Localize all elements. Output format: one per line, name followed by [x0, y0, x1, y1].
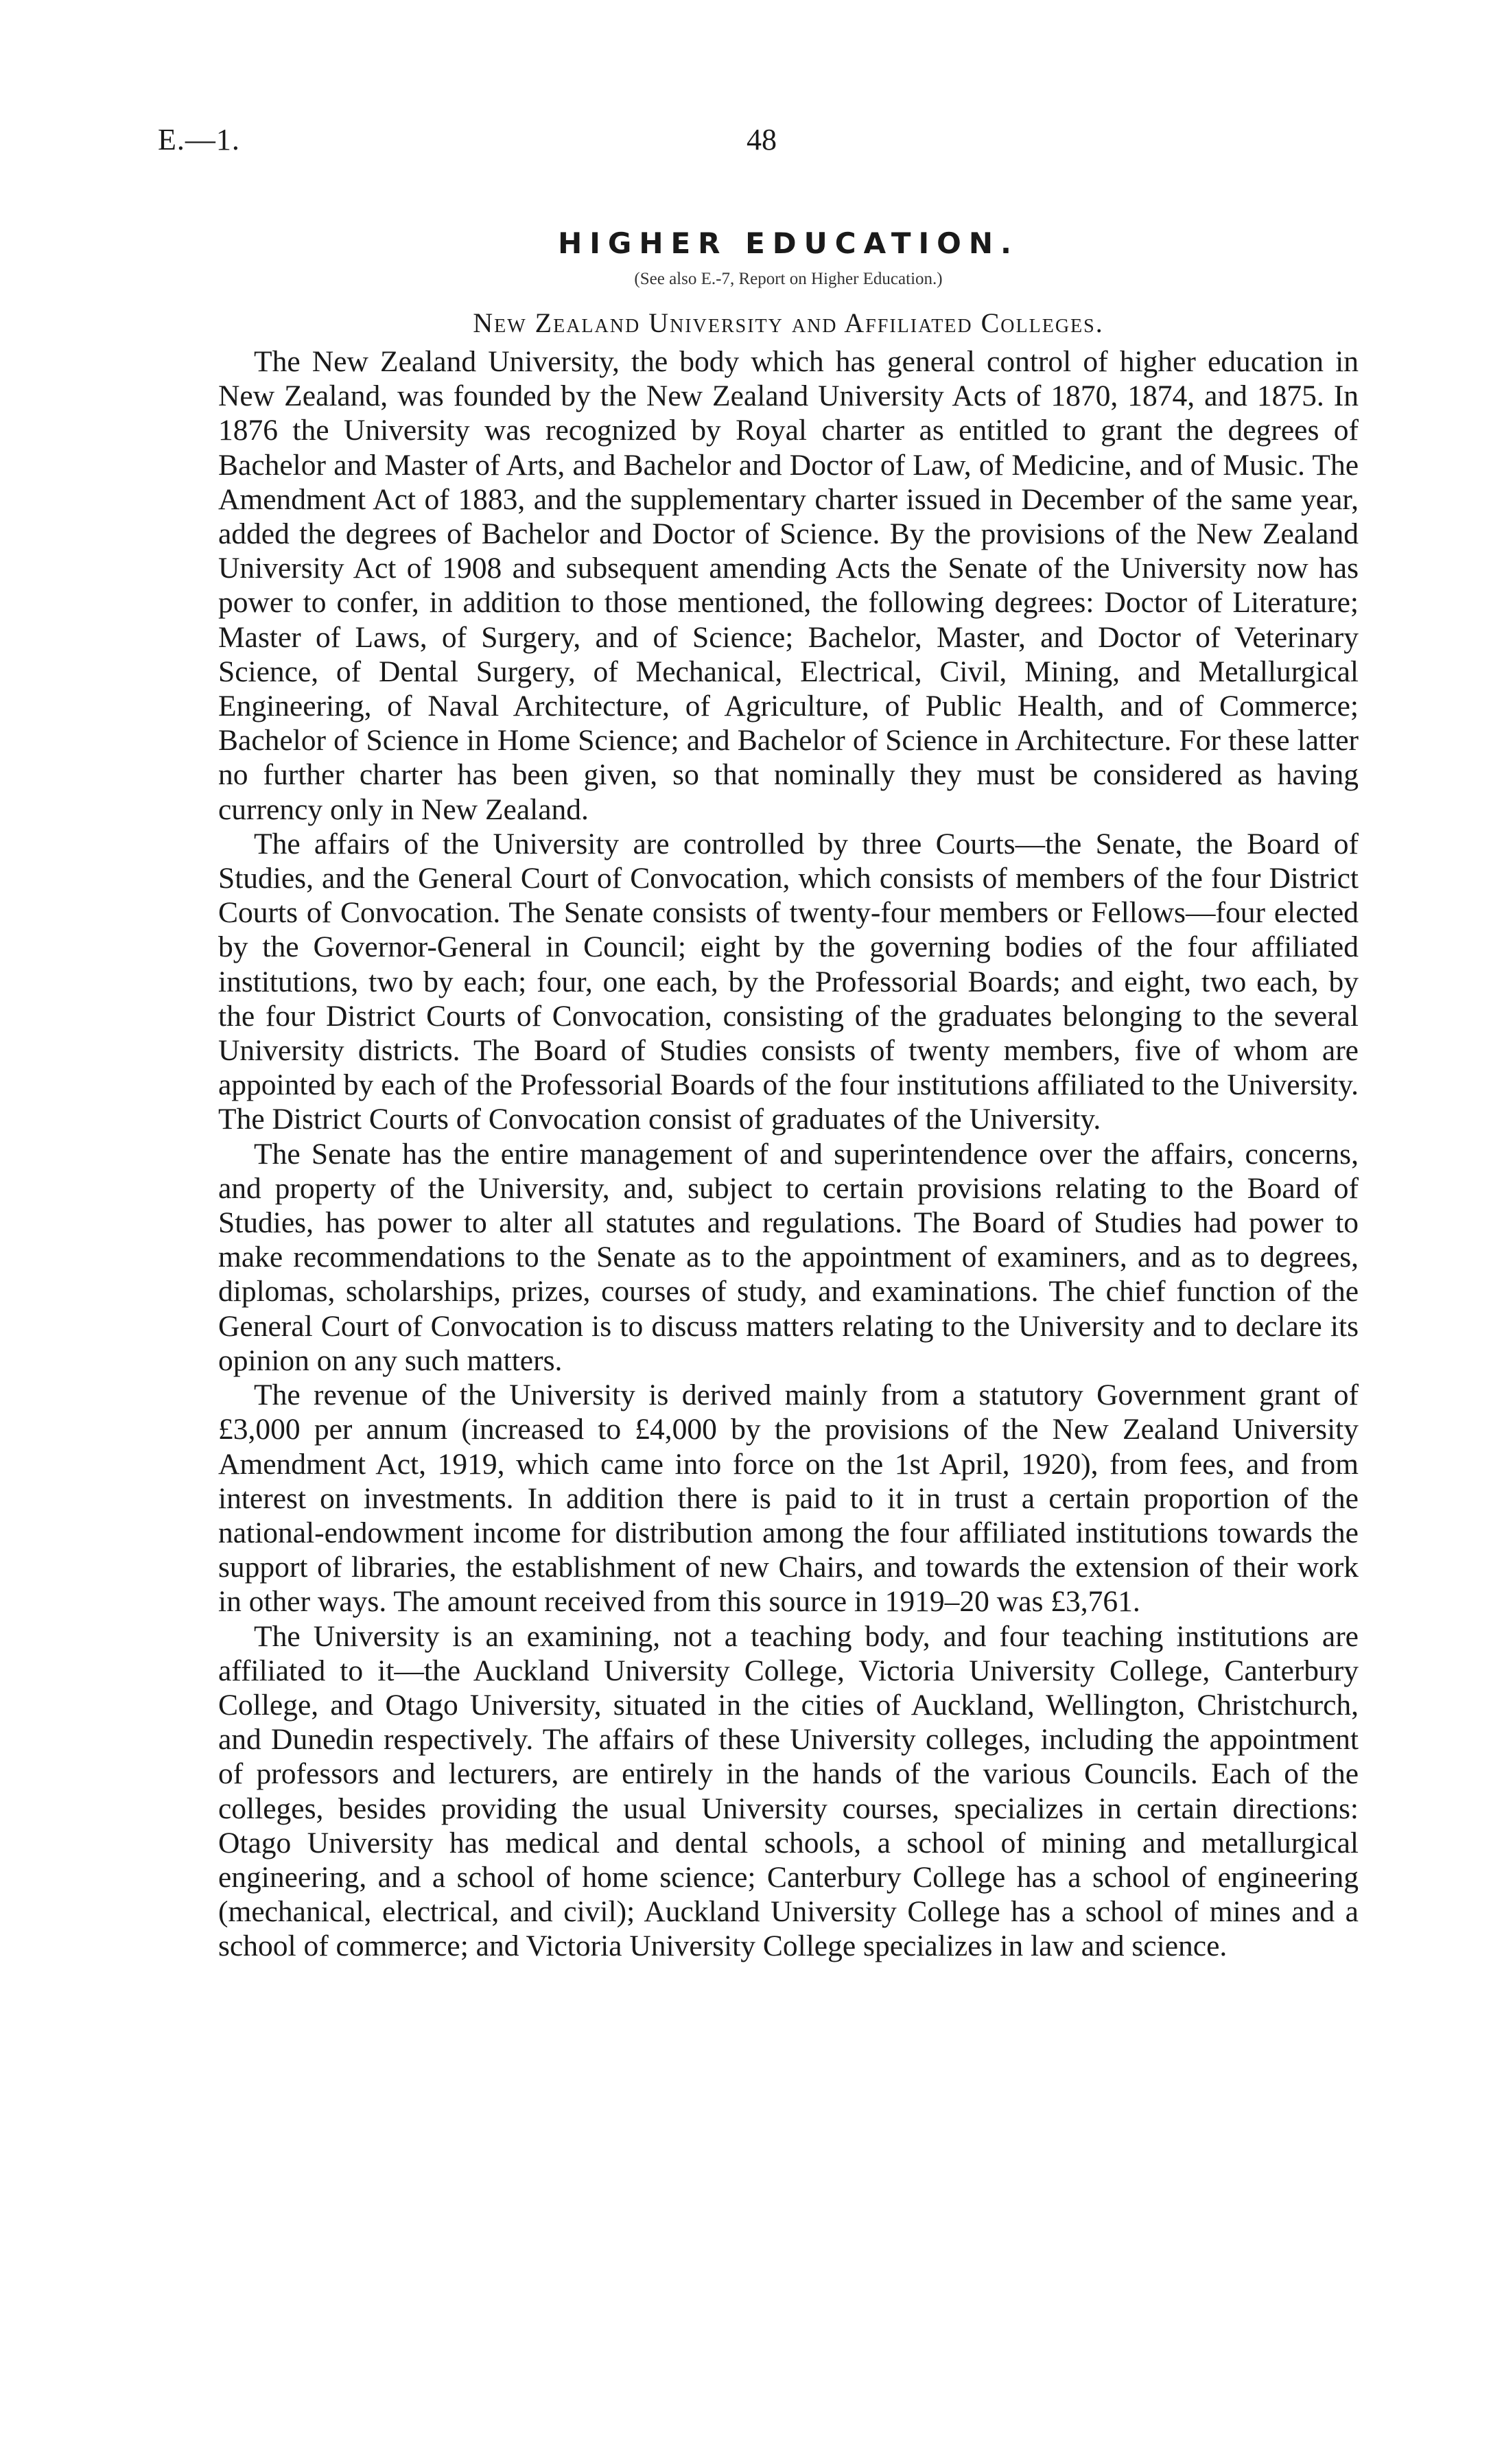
section-subheading: New Zealand University and Affiliated Colleges. [473, 307, 1104, 338]
section-note: (See also E.-7, Report on Higher Education.) [634, 270, 943, 288]
paragraph-courts: The affairs of the University are controlled by three Courts—the Senate, the Board of Studies, and the General Court of Convocation, which consists of members of the four District Courts of Convocation. The Senate consists of twenty-four members or Fellows—four elected by the Governor-General in Council; eight by the governing bodies of the four affiliated institutions, two by each; four, one each, by the Professorial Boards; and eight, two each, by the four District Courts of Convocation, consisting of the graduates belonging to the several University districts. The Board of Studies consists of twenty members, five of whom are appointed by each of the Professorial Boards of the four institutions affiliated to the University. The District Courts of Convocation consist of graduates of the University. [218, 827, 1359, 1136]
document-reference: E.—1. [158, 123, 240, 156]
main-content [218, 226, 1359, 1964]
page-number: 48 [747, 123, 777, 156]
paragraph-colleges: The University is an examining, not a teaching body, and four teaching institutions are affiliated to it—the Auckland University College, Victoria University College, Canterbury College, and Otago University, situated in the cities of Auckland, Wellington, Christchurch, and Dunedin respectively. The affairs of these University colleges, including the appointment of professors and lecturers, are entirely in the hands of the various Councils. Each of the colleges, besides providing the usual University courses, specializes in certain directions: Otago University has medical and dental schools, a school of mining and metallurgical engineering, and a school of home science; Canterbury College has a school of engineering (mechanical, electrical, and civil); Auckland University College has a school of mines and a school of commerce; and Victoria University College specializes in law and science. [218, 1619, 1359, 1963]
section-title: HIGHER EDUCATION. [558, 226, 1019, 260]
paragraph-senate: The Senate has the entire management of and superintendence over the affairs, concerns, and property of the University, and, subject to certain provisions relating to the Board of Studies, has power to alter all statutes and regulations. The Board of Studies had power to make recommendations to the Senate as to the appointment of examiners, and as to degrees, diplomas, scholarships, prizes, courses of study, and examinations. The chief function of the General Court of Convocation is to discuss matters relating to the University and to declare its opinion on any such matters. [218, 1137, 1359, 1377]
paragraph-degrees: The New Zealand University, the body which has general control of higher education in New Zealand, was founded by the New Zealand University Acts of 1870, 1874, and 1875. In 1876 the University was recognized by Royal charter as entitled to grant the degrees of Bachelor and Master of Arts, and Bachelor and Doctor of Law, of Medicine, and of Music. The Amendment Act of 1883, and the supplementary charter issued in December of the same year, added the degrees of Bachelor and Doctor of Science. By the provisions of the New Zealand University Act of 1908 and subsequent amending Acts the Senate of the University now has power to confer, in addition to those mentioned, the following degrees: Doctor of Literature; Master of Laws, of Surgery, and of Science; Bachelor, Master, and Doctor of Veterinary Science, of Dental Surgery, of Mechanical, Electrical, Civil, Mining, and Metallurgical Engineering, of Naval Architecture, of Agriculture, of Public Health, and of Commerce; Bachelor of Science in Home Science; and Bachelor of Science in Architecture. For these latter no further charter has been given, so that nominally they must be considered as having currency only in New Zealand. [218, 345, 1359, 826]
paragraph-revenue: The revenue of the University is derived mainly from a statutory Government grant of £3,000 per annum (increased to £4,000 by the provisions of the New Zealand University Amendment Act, 1919, which came into force on the 1st April, 1920), from fees, and from interest on investments. In addition there is paid to it in trust a certain proportion of the national-endowment income for distribution among the four affiliated institutions towards the support of libraries, the establishment of new Chairs, and towards the extension of their work in other ways. The amount received from this source in 1919–20 was £3,761. [218, 1378, 1359, 1619]
